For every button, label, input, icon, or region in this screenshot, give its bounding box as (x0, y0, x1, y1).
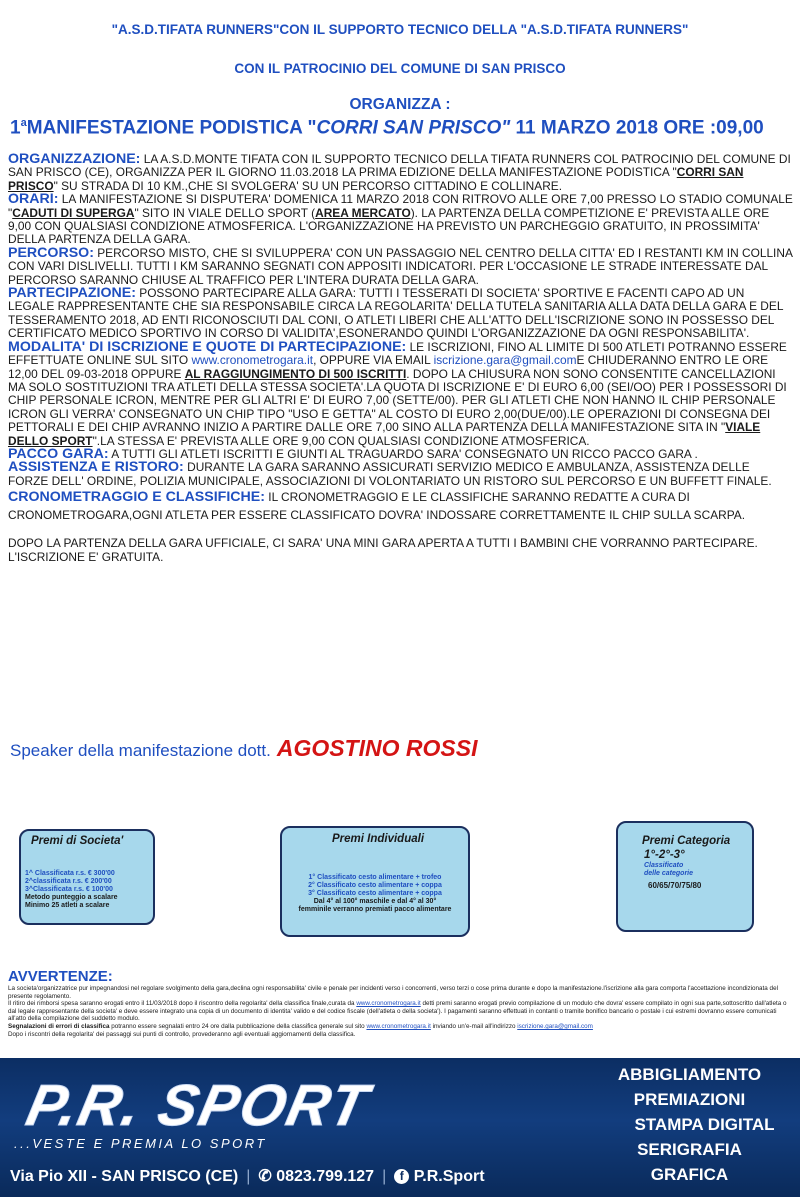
avvertenze-section (8, 968, 793, 1038)
phone-icon: ✆ (258, 1168, 272, 1185)
sponsor-address: Via Pio XII - SAN PRISCO (CE) (10, 1168, 239, 1185)
speaker-line: Speaker della manifestazione dott. AGOSTINO ROSSI (10, 735, 478, 761)
pr-sport-logo: P.R. SPORT (21, 1073, 376, 1138)
premi-categoria-box: Premi Categoria 1°-2°-3° Classificato delle categorie 60/65/70/75/80 (616, 821, 754, 932)
service-item: SERIGRAFIA (637, 1140, 742, 1159)
organizza-heading: ORGANIZZA : (349, 96, 451, 113)
section-assistenza: ASSISTENZA E RISTORO: DURANTE LA GARA SARANNO ASSICURATI SERVIZIO MEDICO E AMBULANZA, ASSISTENZA DELLE FORZE DELL' ORDINE, POLIZIA MUNICIPALE, ASSOCIAZIONI DI VOLONTARIATO UN RISTORO SUL PERCORSO E UN BUFFETT FINALE. (8, 459, 772, 488)
sponsor-social: P.R.Sport (413, 1168, 485, 1185)
email-link[interactable]: iscrizione.gara@gmail.com (433, 353, 577, 368)
section-modalita: MODALITA' DI ISCRIZIONE E QUOTE DI PARTECIPAZIONE: LE ISCRIZIONI, FINO AL LIMITE DI 500 ATLETI POTRANNO ESSERE EFFETTUATE ONLINE SUL SITO www.cronometrogara.it, OPPURE VIA EMAIL iscrizione.gara@gmail.comE CHIUDERANNO ENTRO LE ORE 12,00 DEL 09-03-2018 OPPURE AL RAGGIUNGIMENTO DI 500 ISCRITTI. DOPO LA CHIUSURA NON SONO CONSENTITE CANCELLAZIONI MA SOLO SOSTITUZIONI TRA ATLETI DELLA STESSA SOCIETA'.LA QUOTA DI ISCRIZIONE E' DI EURO 6,00 (SEI/OO) PER I POSSESSORI DI CHIP PERSONALE ICRON, MENTRE PER GLI ALTRI E' DI EURO 7,00 (SETTE/00). PER GLI ATLETI CHE NON HANNO IL CHIP PERSONALE ICRON GLI VERRA' CONSEGNATO UN CHIP TIPO "USO E GETTA" AL COSTO DI EURO 2,00(DUE/00).LE OPERAZIONI DI CONSEGNA DEI PETTORALI E DEI CHIP AVRANNO INIZIO A PARTIRE DALLE ORE 7,00 SINO ALLA PARTENZA DELLA MANIFESTAZIONE SITA IN "VIALE DELLO SPORT".LA STESSA E' PREVISTA ALLE ORE 9,00 CON QUALSIASI CONDIZIONE ATMOSFERICA. (8, 338, 787, 448)
avvertenze-title: AVVERTENZE: (8, 968, 113, 985)
service-item: GRAFICA (650, 1165, 729, 1184)
section-organizzazione: ORGANIZZAZIONE: LA A.S.D.MONTE TIFATA CON IL SUPPORTO TECNICO DELLA TIFATA RUNNERS COL PATROCINIO DEL COMUNE DI SAN PRISCO (CE), ORGANIZZA PER IL GIORNO 11.03.2018 LA PRIMA EDIZIONE DELLA MANIFESTAZIONE PODISTICA "CORRI SAN PRISCO" SU STRADA DI 10 KM.,CHE SI SVOLGERA' SU UN PERCORSO CITTADINO E COLLINARE. (8, 151, 791, 193)
section-orari: ORARI: LA MANIFESTAZIONE SI DISPUTERA' DOMENICA 11 MARZO 2018 CON RITROVO ALLE ORE 7,00 PRESSO LO STADIO COMUNALE "CADUTI DI SUPERGA" SITO IN VIALE DELLO SPORT (AREA MERCATO). LA PARTENZA DELLA COMPETIZIONE E' PREVISTA ALLE ORE 9,00 CON QUALSIASI CONDIZIONE ATMOSFERICA. L'ORGANIZZAZIONE HA PREVISTO UN PARCHEGGIO GRATUITO, IN PROSSIMITA' DELLA PARTENZA DELLA GARA. (8, 191, 793, 247)
sponsor-phone: 0823.799.127 (276, 1168, 375, 1185)
section-partecipazione: PARTECIPAZIONE: POSSONO PARTECIPARE ALLA GARA: TUTTI I TESSERATI DI SOCIETA' SPORTIVE E FACENTI CAPO AD UN LEGALE RAPPRESENTANTE CHE SIA RESPONSABILE CIRCA LA REGOLARITA' DELLA TUTELA SANITARIA ALLA DATA DELLA GARA E DEL TESSERAMENTO 2018, AD ENTI RICONOSCIUTI DAL CONI, O ATLETI LIBERI CHE ALL'ATTO DELL'ISCRIZIONE SONO IN POSSESSO DEL CERTIFICATO MEDICO SPORTIVO IN CORSO DI VALIDITA',ESONERANDO QUINDI L'ORGANIZZAZIONE DA OGNI RESPONSABILITA'. (8, 285, 784, 341)
service-item: STAMPA DIGITAL (634, 1115, 775, 1134)
site-link[interactable]: www.cronometrogara.it (191, 353, 314, 368)
header-line-1: "A.S.D.TIFATA RUNNERS"CON IL SUPPORTO TECNICO DELLA "A.S.D.TIFATA RUNNERS" (111, 22, 689, 37)
event-title: 1$^a$MANIFESTAZIONE PODISTICA "CORRI SAN PRISCO" 11 MARZO 2018 ORE :09,00 (10, 117, 764, 139)
facebook-icon: f (394, 1169, 409, 1184)
header-line-2: CON IL PATROCINIO DEL COMUNE DI SAN PRISCO (234, 61, 566, 76)
sponsor-services (587, 1062, 792, 1187)
premi-individuali-box: Premi Individuali 1° Classificato cesto alimentare + trofeo 2° Classificato cesto alimentare + coppa 3° Classificato cesto alimentare + coppa Dal 4° al 100° maschile e dal 4° al 30° femminile verranno premiati pacco alimentare (280, 826, 470, 937)
section-percorso: PERCORSO: PERCORSO MISTO, CHE SI SVILUPPERA' CON UN PASSAGGIO NEL CENTRO DELLA CITTA' ED I RESTANTI KM IN COLLINA CON VARI DISLIVELLI. TUTTI I KM SARANNO SEGNATI CON APPOSITI INDICATORI. PER L'OCCASIONE LE STRADE INTERESSATE DAL PERCORSO SARANNO CHIUSE AL TRAFFICO PER L'INTERA DURATA DELLA GARA. (8, 244, 793, 287)
section-pacco-gara: PACCO GARA: A TUTTI GLI ATLETI ISCRITTI E GIUNTI AL TRAGUARDO SARA' CONSEGNATO UN RICCO PACCO GARA . (8, 445, 698, 462)
regulations-body (8, 153, 793, 564)
section-cronometraggio: CRONOMETRAGGIO E CLASSIFICHE: IL CRONOMETRAGGIO E LE CLASSIFICHE SARANNO REDATTE A CURA DI CRONOMETROGARA,OGNI ATLETA PER ESSERE CLASSIFICATO DOVRA' INDOSSARE CORRETTAMENTE IL CHIP SULLA SCARPA. (8, 489, 745, 523)
avvertenze-text: La societa'organizzatrice pur impegnandosi nel regolare svolgimento della gara,declina ogni responsabilita' civile e penale per incidenti verso i concorrenti, verso terzi o cose prima durante e dopo la manifestazione.l'iscrizione alla gara comporta l'accettazione incondizionata del presente regolamento. Il ritiro dei rimborsi spesa saranno erogati entro il 11/03/2018 dopo il riscontro della regolarita' della classifica finale,curata da www.cronometrogara.it detti premi saranno erogati previo compilazione di un modulo che dovra' essere compilato in ogni sua parte,sottoscritto dall'atleta o dal legale rappresentante della societa' e deve essere integrato una copia di un documento di identita' valido e del codice fiscale (dell'atleta o della societa'). I pagamenti saranno effettuati in contanti o tramite bonifico bancario o postale i cui estremi dovranno essere comunicati all'atto della compilazione del suddetto modulo. Segnalazioni di errori di classifica potranno essere segnalati entro 24 ore dalla pubblicazione della classifica generale sul sito www.cronometrogara.it inviando un'e-mail all'indirizzo iscrizione.gara@gmail.com Dopo i riscontri della regolarita' dei passaggi sui punti di controllo, provederanno agli eventuali aggiornamenti della classifica. (8, 985, 787, 1038)
sponsor-contacts: Via Pio XII - SAN PRISCO (CE) | ✆ 0823.799.127 | f P.R.Sport (10, 1168, 485, 1185)
sponsor-tagline: ...VESTE E PREMIA LO SPORT (14, 1136, 267, 1151)
service-item: PREMIAZIONI (633, 1090, 746, 1109)
section-mini-gara: DOPO LA PARTENZA DELLA GARA UFFICIALE, CI SARA' UNA MINI GARA APERTA A TUTTI I BAMBINI CHE VORRANNO PARTECIPARE. L'ISCRIZIONE E' GRATUITA. (8, 536, 758, 564)
premi-societa-box: Premi di Societa' 1^ Classificata r.s. € 300'00 2^classificata r.s. € 200'00 3^Classificata r.s. € 100'00 Metodo punteggio a scalare Minimo 25 atleti a scalare (19, 829, 155, 925)
service-item: ABBIGLIAMENTO (617, 1065, 762, 1084)
speaker-name: AGOSTINO ROSSI (276, 735, 478, 761)
sponsor-footer (0, 1058, 800, 1197)
